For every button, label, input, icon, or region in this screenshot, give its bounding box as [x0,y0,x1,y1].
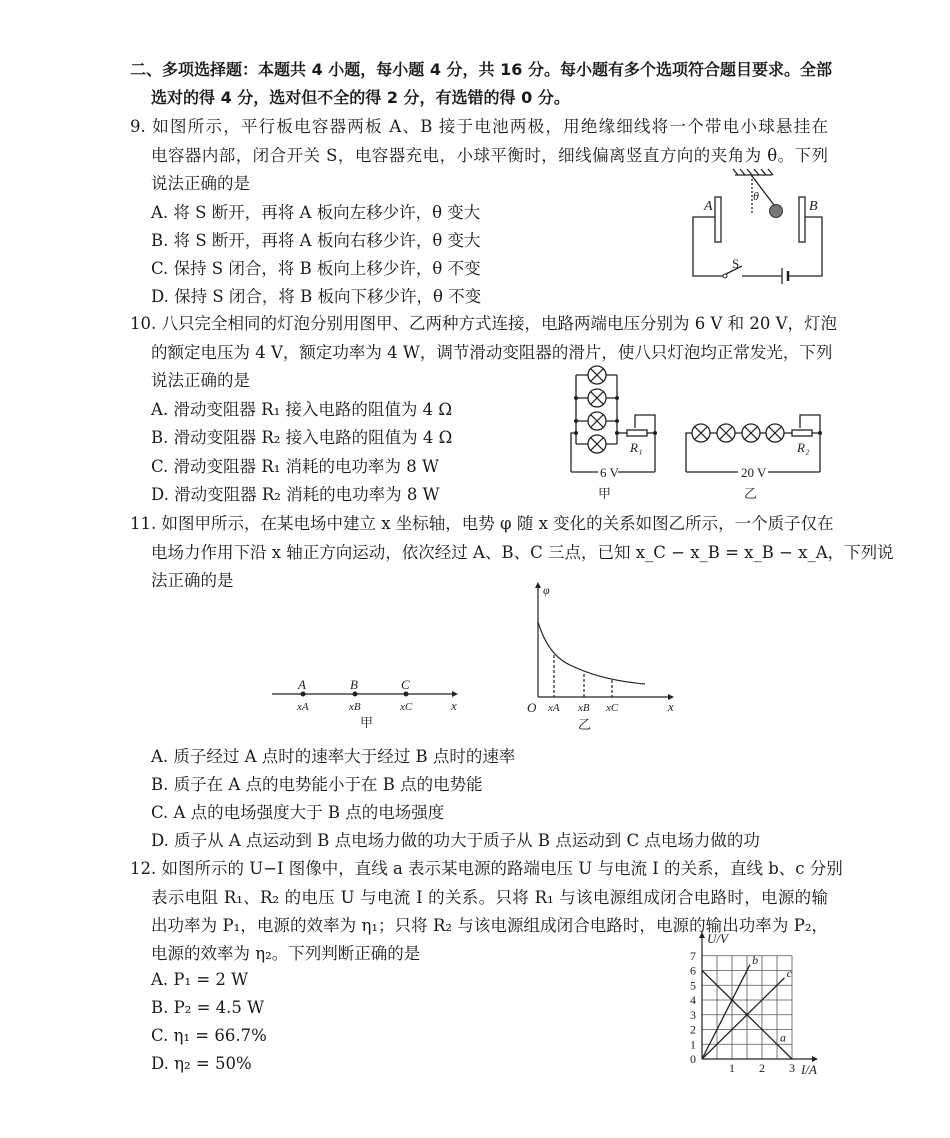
xc-label: xC [400,701,413,713]
r1-label: R₁ [630,440,643,455]
origin-label: O [527,700,537,715]
y-tick-label: 7 [690,948,696,963]
section-title-line1: 二、多项选择题：本题共 4 小题，每小题 4 分，共 16 分。每小题有多个选项符合题目要求。全部 [130,60,832,79]
x-axis-label: x [668,699,674,714]
option-a: A. 将 S 断开，再将 A 板向左移少许，θ 变大 [151,203,481,222]
point-b-label: B [350,677,358,692]
question-text: 9. 如图所示，平行板电容器两板 A、B 接于电池两极，用绝缘细线将一个带电小球悬挂在 [130,117,828,136]
option-d: D. 保持 S 闭合，将 B 板向下移少许，θ 不变 [151,287,482,306]
line-c [702,978,785,1059]
xb-label: xB [349,701,361,713]
question-text: 表示电阻 R₁、R₂ 的电压 U 与电流 I 的关系。只将 R₁ 与该电源组成闭合电路时，电源的输 [151,888,828,907]
option-d: D. η₂ = 50% [151,1054,252,1073]
y-tick-label: 6 [690,963,696,978]
question-text: 10. 八只完全相同的灯泡分别用图甲、乙两种方式连接，电路两端电压分别为 6 V 和 20 V，灯泡 [130,314,838,333]
line-b [702,965,750,1059]
voltage-20v-label: 20 V [741,465,767,480]
caption-jia: 甲 [598,486,612,501]
question-text: 出功率为 P₁，电源的效率为 η₁；只将 R₂ 与该电源组成闭合电路时，电源的输出功率为 P₂， [151,916,828,935]
voltage-6v-label: 6 V [600,465,619,480]
y-tick-label: 5 [690,978,696,993]
xa-label: xA [297,701,309,713]
question-text: 电源的效率为 η₂。下列判断正确的是 [151,944,421,963]
option-a: A. 滑动变阻器 R₁ 接入电路的阻值为 4 Ω [151,400,453,419]
option-a: A. P₁ = 2 W [151,970,249,989]
option-c: C. 滑动变阻器 R₁ 消耗的电功率为 8 W [151,457,440,476]
xb-tick: xB [578,702,590,714]
question-text: 11. 如图甲所示，在某电场中建立 x 坐标轴，电势 φ 随 x 变化的关系如图乙所示，一个质子仅在 [130,514,834,533]
x-tick-label: 2 [759,1061,765,1075]
question-text: 电场力作用下沿 x 轴正方向运动，依次经过 A、B、C 三点，已知 x_C − x_B = x_B − x_A，下列说 [151,543,894,562]
plate-b-label: B [809,199,818,214]
x-axis-label: x [451,698,457,713]
question-text: 电容器内部，闭合开关 S，电容器充电，小球平衡时，细线偏离竖直方向的夹角为 θ。下列 [151,146,828,165]
r2-label: R₂ [797,440,810,455]
option-d: D. 滑动变阻器 R₂ 消耗的电功率为 8 W [151,485,440,504]
y-tick-label: 2 [690,1022,696,1037]
y-tick-label: 0 [690,1052,696,1066]
question-text: 的额定电压为 4 V，额定功率为 4 W，调节滑动变阻器的滑片，使八只灯泡均正常发光，下列 [151,343,833,362]
question-text: 法正确的是 [151,571,234,590]
y-axis-label: U/V [707,931,728,946]
option-b: B. 滑动变阻器 R₂ 接入电路的阻值为 4 Ω [151,428,453,447]
xa-tick: xA [548,702,560,714]
y-tick-label: 1 [690,1037,696,1052]
option-b: B. 质子在 A 点的电势能小于在 B 点的电势能 [151,775,483,794]
option-b: B. P₂ = 4.5 W [151,998,265,1017]
caption-yi: 乙 [578,717,592,732]
section-title-line2: 选对的得 4 分，选对但不全的得 2 分，有选错的得 0 分。 [151,88,570,107]
option-b: B. 将 S 断开，再将 A 板向右移少许，θ 变大 [151,231,481,250]
plate-a-label: A [704,199,713,214]
line-b-label: b [752,952,759,967]
option-d: D. 质子从 A 点运动到 B 点电场力做的功大于质子从 B 点运动到 C 点电场力做的功 [151,831,760,850]
line-c-label: c [786,966,792,981]
option-c: C. 保持 S 闭合，将 B 板向上移少许，θ 不变 [151,259,481,278]
question-text: 说法正确的是 [151,174,250,193]
option-c: C. A 点的电场强度大于 B 点的电场强度 [151,803,445,822]
phi-axis-label: φ [543,583,550,597]
option-a: A. 质子经过 A 点时的速率大于经过 B 点时的速率 [151,747,516,766]
y-tick-label: 3 [690,1007,696,1022]
switch-label: S [732,256,740,271]
option-c: C. η₁ = 66.7% [151,1026,267,1045]
question-text: 12. 如图所示的 U−I 图像中，直线 a 表示某电源的路端电压 U 与电流 I 的关系，直线 b、c 分别 [130,859,843,878]
question-text: 说法正确的是 [151,371,250,390]
line-a-label: a [780,1030,786,1045]
caption-jia: 甲 [360,715,374,730]
point-c-label: C [401,677,410,692]
y-tick-label: 4 [690,993,696,1007]
x-axis-label: I/A [801,1062,817,1077]
caption-yi: 乙 [744,486,758,501]
x-tick-label: 1 [729,1061,735,1075]
xc-tick: xC [606,702,619,714]
x-tick-label: 3 [789,1061,795,1075]
point-a-label: A [298,677,306,692]
angle-label: θ [753,189,759,203]
